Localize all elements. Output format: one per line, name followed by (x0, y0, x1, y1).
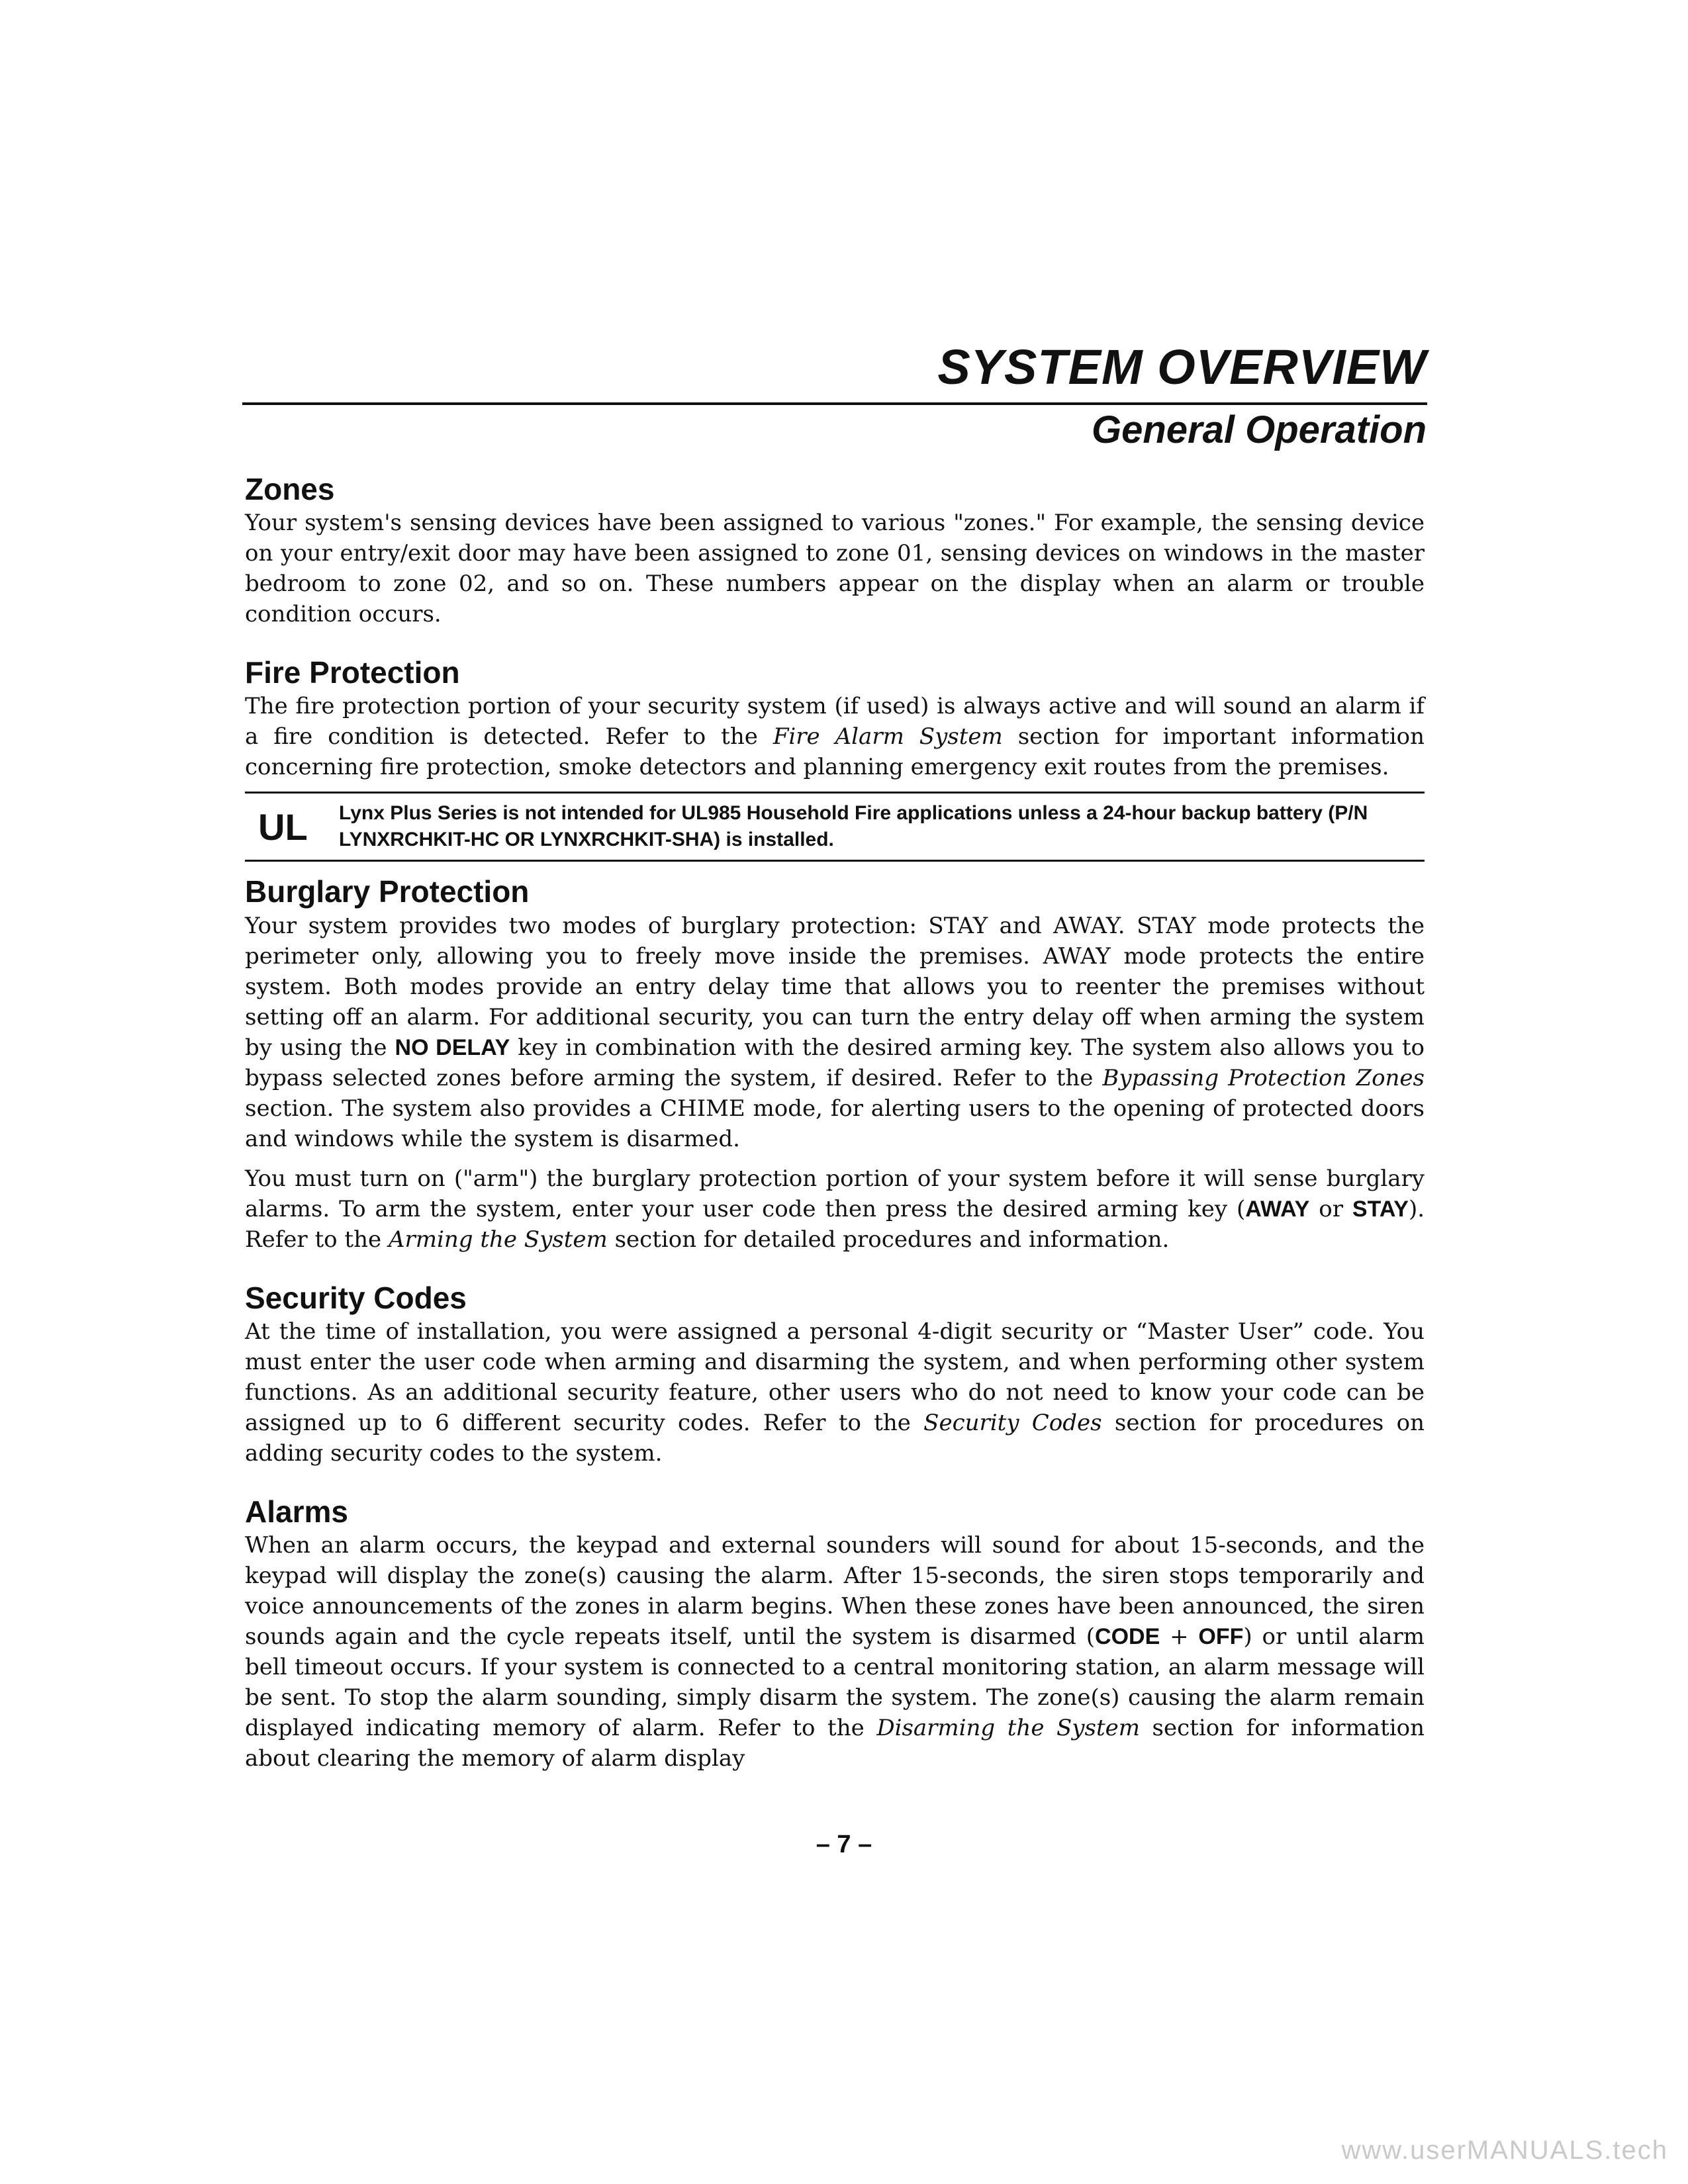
fire-paragraph (245, 691, 1425, 782)
text-run: You must turn on ("arm") the burglary protection portion of your system before it will sense burglary alarms. To arm the system, enter your user code then press the desired arming key ( (245, 1165, 1425, 1222)
section-heading-burglary-protection: Burglary Protection (245, 874, 530, 909)
section-heading-security-codes: Security Codes (245, 1280, 467, 1315)
codes-paragraph (245, 1316, 1425, 1469)
zones-paragraph: Your system's sensing devices have been assigned to various "zones." For example, the sensing device on your entry/exit door may have been assigned to zone 01, sensing devices on windows in the master bedroom to zone 02, and so on. These numbers appear on the display when an alarm or trouble condition occurs. (245, 510, 1425, 628)
text-run: or (1309, 1195, 1352, 1222)
burglary-paragraph-1 (245, 911, 1425, 1154)
key-no-delay: NO DELAY (395, 1034, 510, 1060)
text-run: section. The system also provides a CHIME mode, for alerting users to the opening of protected doors and windows while the system is disarmed. (245, 1095, 1425, 1152)
page-title: SYSTEM OVERVIEW (937, 340, 1427, 394)
section-security-codes (245, 1280, 1425, 1469)
watermark: www.userMANUALS.tech (1341, 2136, 1668, 2165)
key-stay: STAY (1352, 1196, 1409, 1222)
key-code: CODE (1095, 1623, 1160, 1649)
section-fire-protection (245, 655, 1425, 862)
text-run: key in combination with the desired arming key. The system also allows you to bypass selected zones before arming the system, if desired. Refer to the (245, 1034, 1425, 1091)
reference-arming-system: Arming the System (388, 1226, 608, 1253)
reference-disarming-system: Disarming the System (876, 1714, 1140, 1741)
ul-mark: UL (258, 805, 308, 848)
text-run: Your system provides two modes of burglary protection: STAY and AWAY. STAY mode protects the perimeter only, allowing you to freely move inside the premises. AWAY mode protects the entire system. Both modes provide an entry delay time that allows you to reenter the premises without setting off an alarm. For additional security, you can turn the entry delay off when arming the system by using the (245, 912, 1425, 1061)
burglary-paragraph-2 (245, 1163, 1425, 1255)
text-run: section for important information concerning fire protection, smoke detectors and planning emergency exit routes from the premises. (245, 723, 1425, 781)
text-run: section for detailed procedures and information. (607, 1226, 1170, 1253)
text-run: The fire protection portion of your security system (if used) is always active and will sound an alarm if a fire condition is detected. Refer to the (245, 693, 1425, 751)
key-away: AWAY (1245, 1196, 1310, 1222)
section-heading-zones: Zones (245, 472, 335, 506)
text-run: section for procedures on adding security codes to the system. (245, 1409, 1425, 1467)
alarms-paragraph (245, 1530, 1425, 1774)
section-alarms (245, 1494, 1425, 1774)
text-run: When an alarm occurs, the keypad and external sounders will sound for about 15-seconds, and the keypad will display the zone(s) causing the alarm. After 15-seconds, the siren stops temporarily and voice announcements of the zones in alarm begins. When these zones have been announced, the siren sounds again and the cycle repeats itself, until the system is disarmed ( (245, 1531, 1425, 1650)
reference-security-codes: Security Codes (923, 1409, 1102, 1436)
ul-notice (245, 792, 1425, 862)
text-run: section for information about clearing the memory of alarm display (245, 1714, 1425, 1772)
section-burglary-protection (245, 874, 1425, 1254)
page-subtitle: General Operation (1091, 408, 1427, 451)
ul-notice-text: Lynx Plus Series is not intended for UL985 Household Fire applications unless a 24-hour backup battery (P/N LYNXRCHKIT-HC OR LYNXRCHKIT-SHA) is installed. (339, 802, 1368, 851)
section-heading-alarms: Alarms (245, 1494, 348, 1529)
document-body (245, 471, 1425, 1774)
title-rule (242, 402, 1427, 405)
section-zones (245, 471, 1425, 629)
key-off: OFF (1198, 1623, 1244, 1649)
page-number: – 7 – (816, 1831, 872, 1858)
section-heading-fire-protection: Fire Protection (245, 655, 460, 690)
reference-fire-alarm-system: Fire Alarm System (773, 723, 1003, 751)
reference-bypassing-zones: Bypassing Protection Zones (1102, 1064, 1425, 1091)
text-run: ). Refer to the (245, 1195, 1425, 1253)
text-run: + (1160, 1623, 1199, 1650)
text-run: ) or until alarm bell timeout occurs. If your system is connected to a central monitoring station, an alarm message will be sent. To stop the alarm sounding, simply disarm the system. The zone(s) causing the alarm remain displayed indicating memory of alarm. Refer to the (245, 1623, 1425, 1741)
text-run: At the time of installation, you were assigned a personal 4-digit security or “Master User” code. You must enter the user code when arming and disarming the system, and when performing other system functions. As an additional security feature, other users who do not need to know your code can be assigned up to 6 different security codes. Refer to the (245, 1318, 1425, 1436)
